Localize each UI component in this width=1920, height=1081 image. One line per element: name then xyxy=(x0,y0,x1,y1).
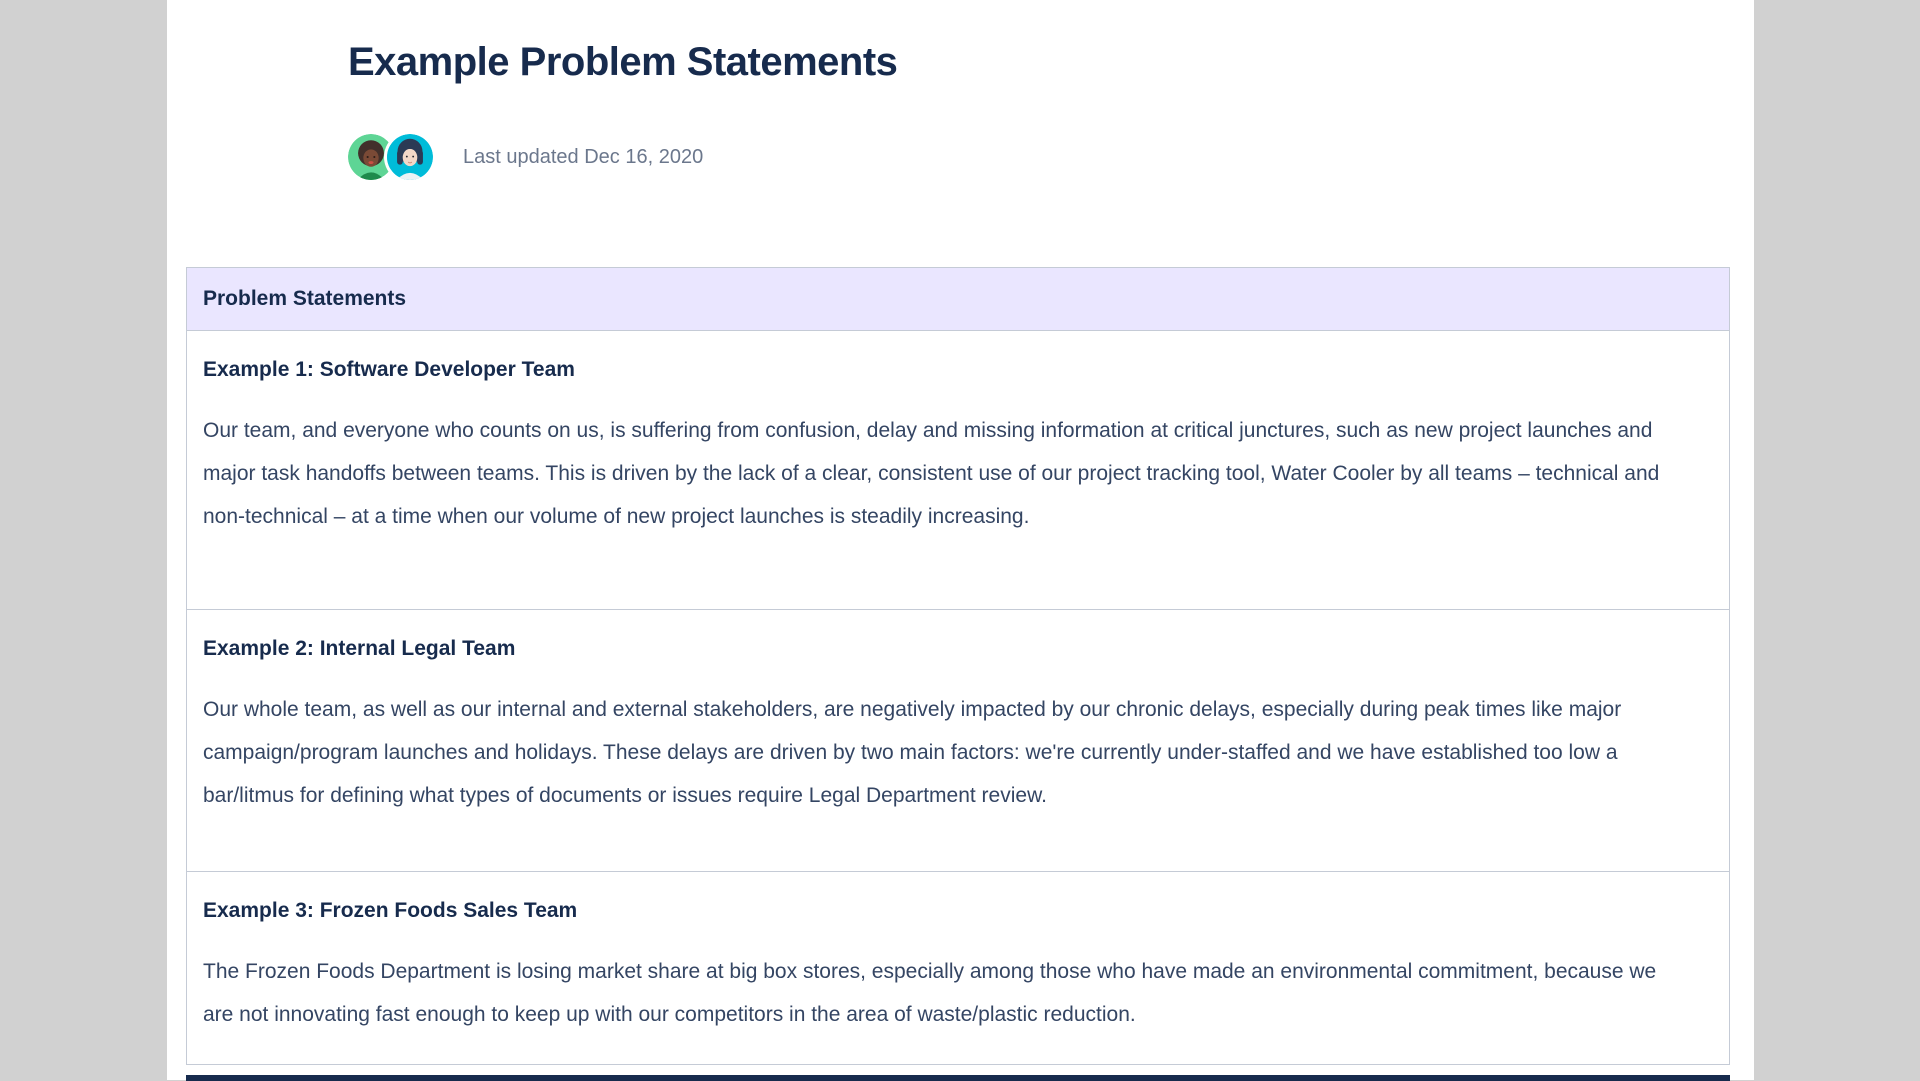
next-section-top-edge xyxy=(186,1075,1730,1081)
table-header-cell: Problem Statements xyxy=(187,268,1730,331)
example-1-heading: Example 1: Software Developer Team xyxy=(203,358,575,381)
page-title: Example Problem Statements xyxy=(348,40,898,84)
example-2-heading: Example 2: Internal Legal Team xyxy=(203,637,516,660)
byline xyxy=(348,134,703,180)
problem-statements-table xyxy=(186,267,1730,1065)
example-3-body: The Frozen Foods Department is losing market share at big box stores, especially among those who have made an environmental commitment, because we are not innovating fast enough to keep up with our competitors in the area of waste/plastic reduction. xyxy=(203,960,1657,1026)
table-row xyxy=(187,331,1730,610)
example-2-cell xyxy=(187,610,1730,872)
example-3-cell xyxy=(187,872,1730,1065)
person-avatar-icon xyxy=(387,134,433,180)
example-2-body: Our whole team, as well as our internal and external stakeholders, are negatively impacted by our chronic delays, especially during peak times like major campaign/program launches and holidays. These delays are driven by two main factors: we're currently under-staffed and we have established too low a bar/litmus for defining what types of documents or issues require Legal Department review. xyxy=(203,698,1622,807)
table-row xyxy=(187,610,1730,872)
avatar-contributor-2[interactable] xyxy=(387,134,433,180)
contributor-avatars[interactable] xyxy=(348,134,433,180)
document-page xyxy=(167,0,1754,1080)
table-header-row xyxy=(187,268,1730,331)
example-3-heading: Example 3: Frozen Foods Sales Team xyxy=(203,899,578,922)
example-1-cell xyxy=(187,331,1730,610)
table-row xyxy=(187,872,1730,1065)
example-1-body: Our team, and everyone who counts on us, is suffering from confusion, delay and missing information at critical junctures, such as new project launches and major task handoffs between teams. This is driven by the lack of a clear, consistent use of our project tracking tool, Water Cooler by all teams – technical and non-technical – at a time when our volume of new project launches is steadily increasing. xyxy=(203,419,1660,528)
last-updated-text[interactable]: Last updated Dec 16, 2020 xyxy=(463,145,704,168)
